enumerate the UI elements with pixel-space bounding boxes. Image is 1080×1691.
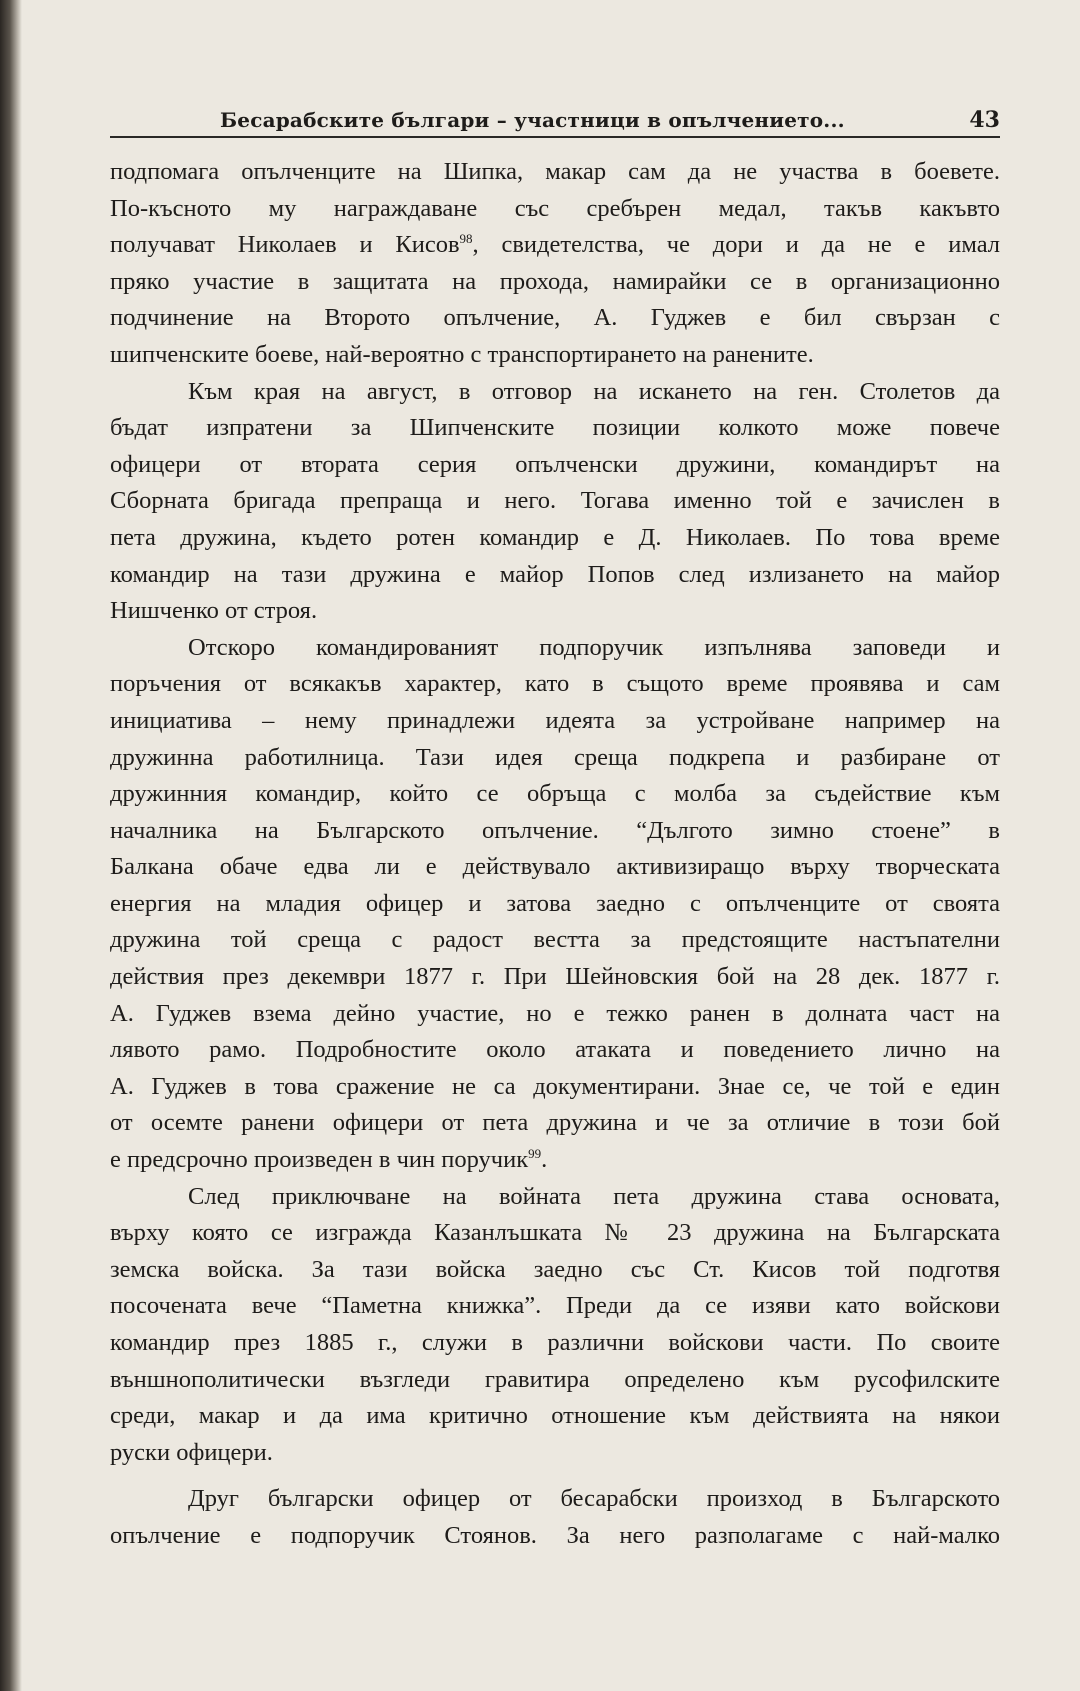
text-line: дружинна работилница. Тази идея среща подкрепа и разбиране от (110, 743, 1000, 771)
text-line: действия през декември 1877 г. При Шейновския бой на 28 дек. 1877 г. (110, 963, 1000, 991)
text-line: командир през 1885 г., служи в различни войскови части. По своите (110, 1329, 1000, 1356)
text-line: руски офицери. (110, 1438, 273, 1466)
text-fragment: , свидетелства, че дори и да не е имал (472, 231, 1000, 259)
text-line: опълчение е подпоручик Стоянов. За него разполагаме с най-малко (110, 1521, 1000, 1549)
text-line: началника на Българското опълчение. “Дългото зимно стоене” в (110, 816, 1000, 844)
text-line: дружина той среща с радост вестта за предстоящите настъпателни (110, 926, 1000, 954)
text-line: Нишченко от строя. (110, 597, 318, 625)
text-line: шипченските боеве, най-вероятно с транспортирането на ранените. (110, 340, 814, 368)
text-line: пряко участие в защитата на прохода, намирайки се в организационно (110, 267, 1000, 295)
text-line: лявото рамо. Подробностите около атаката и поведението лично на (110, 1036, 1000, 1064)
text-line: Друг български офицер от бесарабски произход в Българското (188, 1485, 1000, 1513)
text-line: поръчения от всякакъв характер, като в същото време проявява и сам (110, 670, 1000, 698)
text-line: земска войска. За тази войска заедно със Ст. Кисов той подготвя (110, 1255, 1000, 1283)
text-line: от осемте ранени офицери от пета дружина и че за отличие в този бой (110, 1109, 1000, 1137)
text-line: външнополитически възгледи гравитира определено към русофилските (110, 1365, 1000, 1393)
text-line: енергия на младия офицер и затова заедно с опълченците от своята (110, 889, 1000, 917)
text-fragment: получават Николаев и Кисов (110, 231, 460, 259)
text-line: пета дружина, където ротен командир е Д. Николаев. По това време (110, 523, 1000, 551)
book-page (110, 104, 1000, 1555)
body-text (110, 154, 1000, 1555)
paragraph (110, 374, 1000, 630)
text-line: офицери от втората серия опълченски дружини, командирът на (110, 450, 1000, 478)
text-line: По-късното му награждаване със сребърен медал, такъв какъвто (110, 194, 1000, 222)
text-line: А. Гуджев взема дейно участие, но е тежко ранен в долната част на (110, 999, 1000, 1027)
paragraph (110, 630, 1000, 1179)
text-line: Сборната бригада препраща и него. Тогава именно той е зачислен в (110, 487, 1000, 515)
text-line: подпомага опълченците на Шипка, макар сам да не участва в боевете. (110, 158, 1000, 185)
text-line: След приключване на войната пета дружина става основата, (188, 1182, 1000, 1210)
text-line: Към края на август, в отговор на искането на ген. Столетов да (188, 377, 1000, 405)
footnote-ref: 99 (528, 1145, 542, 1161)
paragraph (110, 154, 1000, 374)
paragraph (110, 1179, 1000, 1472)
text-line: бъдат изпратени за Шипченските позиции колкото може повече (110, 414, 1000, 442)
text-line: дружинния командир, който се обръща с молба за съдействие към (110, 780, 1000, 808)
text-fragment: е предсрочно произведен в чин поручик (110, 1146, 529, 1174)
paragraph (110, 1481, 1000, 1554)
text-line (110, 227, 1000, 264)
running-header (110, 104, 1000, 138)
paragraph-gap (110, 1471, 1000, 1481)
text-line: посочената вече “Паметна книжка”. Преди да се изяви като войскови (110, 1292, 1000, 1320)
text-line: подчинение на Второто опълчение, А. Гуджев е бил свързан с (110, 304, 1000, 332)
text-line: Балкана обаче едва ли е действувало активизиращо върху творческата (110, 853, 1000, 881)
text-line: Отскоро командированият подпоручик изпълнява заповеди и (188, 633, 1000, 661)
text-line: командир на тази дружина е майор Попов след излизането на майор (110, 560, 1000, 588)
text-line: А. Гуджев в това сражение не са документирани. Знае се, че той е един (110, 1072, 1000, 1100)
text-line: инициатива – нему принадлежи идеята за устройване например на (110, 706, 1000, 734)
book-gutter-shadow (0, 0, 22, 1691)
running-title: Бесарабските българи – участници в опълчението... (220, 108, 845, 132)
footnote-ref: 98 (459, 231, 473, 247)
page-number: 43 (969, 107, 1000, 133)
text-line: върху която се изгражда Казанлъшката № 23 дружина на Българската (110, 1219, 1000, 1247)
text-line (110, 1142, 1000, 1179)
text-line: среди, макар и да има критично отношение към действията на някои (110, 1402, 1000, 1430)
text-fragment: . (541, 1146, 548, 1174)
